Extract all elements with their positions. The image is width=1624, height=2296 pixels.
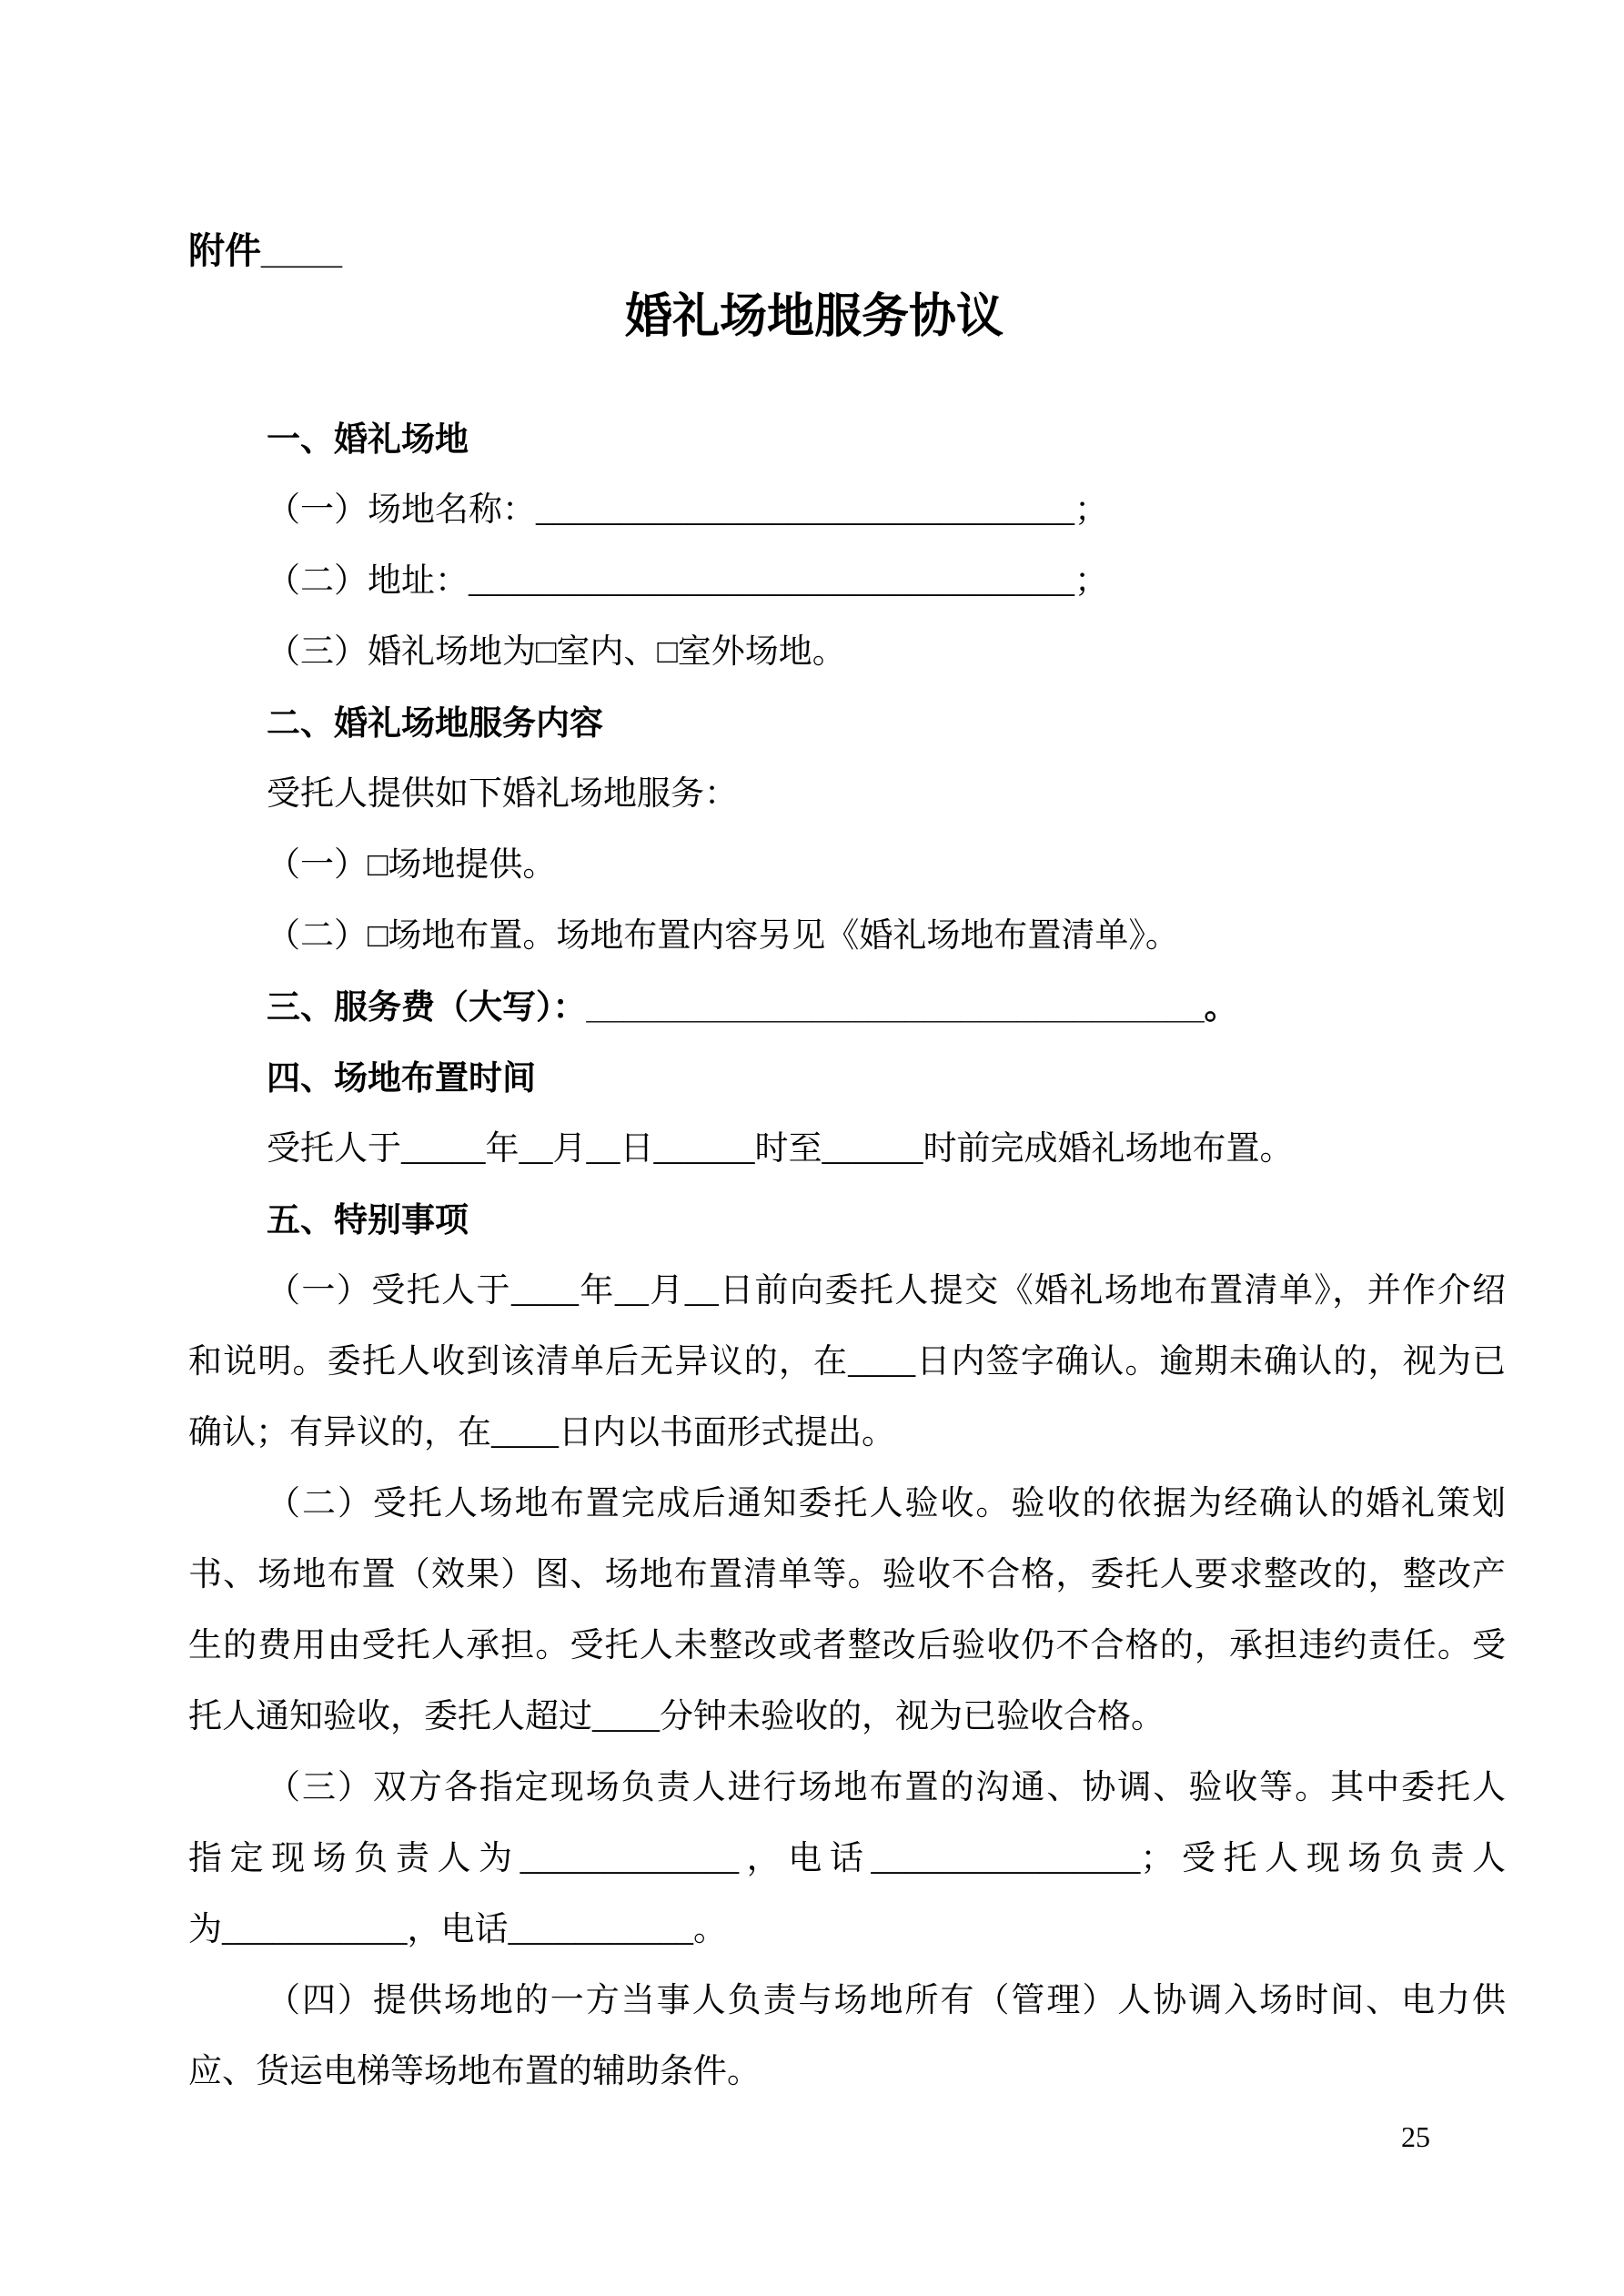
clause-special-1-line-2: 和说明。委托人收到该清单后无异议的，在____日内签字确认。逾期未确认的，视为已 xyxy=(188,1343,1506,1381)
clause-special-4-line-2: 应、货运电梯等场地布置的辅助条件。 xyxy=(188,2053,761,2090)
clause-special-2-line-2: 书、场地布置（效果）图、场地布置清单等。验收不合格，委托人要求整改的，整改产 xyxy=(188,1556,1506,1593)
clause-special-1-line-1: （一）受托人于____年__月__日前向委托人提交《婚礼场地布置清单》，并作介绍 xyxy=(267,1272,1506,1310)
section-heading-5: 五、特别事项 xyxy=(267,1201,469,1239)
attachment-label: 附件 xyxy=(188,231,261,271)
section-heading-3-fee: 三、服务费（大写）：_________________________________。 xyxy=(267,988,1238,1026)
clause-special-3-line-1: （三）双方各指定现场负责人进行场地布置的沟通、协调、验收等。其中委托人 xyxy=(267,1769,1506,1806)
clause-special-4-line-1: （四）提供场地的一方当事人负责与场地所有（管理）人协调入场时间、电力供 xyxy=(267,1982,1506,2019)
clause-special-2-line-1: （二）受托人场地布置完成后通知委托人验收。验收的依据为经确认的婚礼策划 xyxy=(267,1485,1506,1522)
clause-service-setup-checkbox: （二）□场地布置。场地布置内容另见《婚礼场地布置清单》。 xyxy=(267,917,1179,955)
clause-venue-type-checkboxes: （三）婚礼场地为□室内、□室外场地。 xyxy=(267,633,846,671)
clause-venue-address: （二）地址：____________________________________； xyxy=(267,562,1108,600)
clause-special-3-line-2: 指定现场负责人为_____________，电话________________；受托人现场负责人 xyxy=(188,1840,1506,1877)
clause-special-1-line-3: 确认；有异议的，在____日内以书面形式提出。 xyxy=(188,1414,895,1451)
clause-setup-time: 受托人于_____年__月__日______时至______时前完成婚礼场地布置。 xyxy=(267,1130,1294,1168)
clause-venue-name: （一）场地名称：________________________________； xyxy=(267,491,1108,529)
attachment-line xyxy=(188,229,1506,273)
clause-service-provide-checkbox: （一）□场地提供。 xyxy=(267,846,557,884)
page-number: 25 xyxy=(1401,2120,1430,2153)
clause-service-intro: 受托人提供如下婚礼场地服务： xyxy=(267,775,738,813)
attachment-number-blank: ____ xyxy=(261,231,342,271)
document-body xyxy=(188,404,1506,2108)
clause-special-3-line-3: 为___________，电话___________。 xyxy=(188,1911,727,1948)
section-heading-1: 一、婚礼场地 xyxy=(267,420,469,458)
document-title: 婚礼场地服务协议 xyxy=(624,290,1004,343)
clause-special-2-line-4: 托人通知验收，委托人超过____分钟未验收的，视为已验收合格。 xyxy=(188,1698,1165,1735)
section-heading-2: 二、婚礼场地服务内容 xyxy=(267,704,603,742)
clause-special-2-line-3: 生的费用由受托人承担。受托人未整改或者整改后验收仍不合格的，承担违约责任。受 xyxy=(188,1627,1506,1664)
section-heading-4: 四、场地布置时间 xyxy=(267,1059,536,1097)
